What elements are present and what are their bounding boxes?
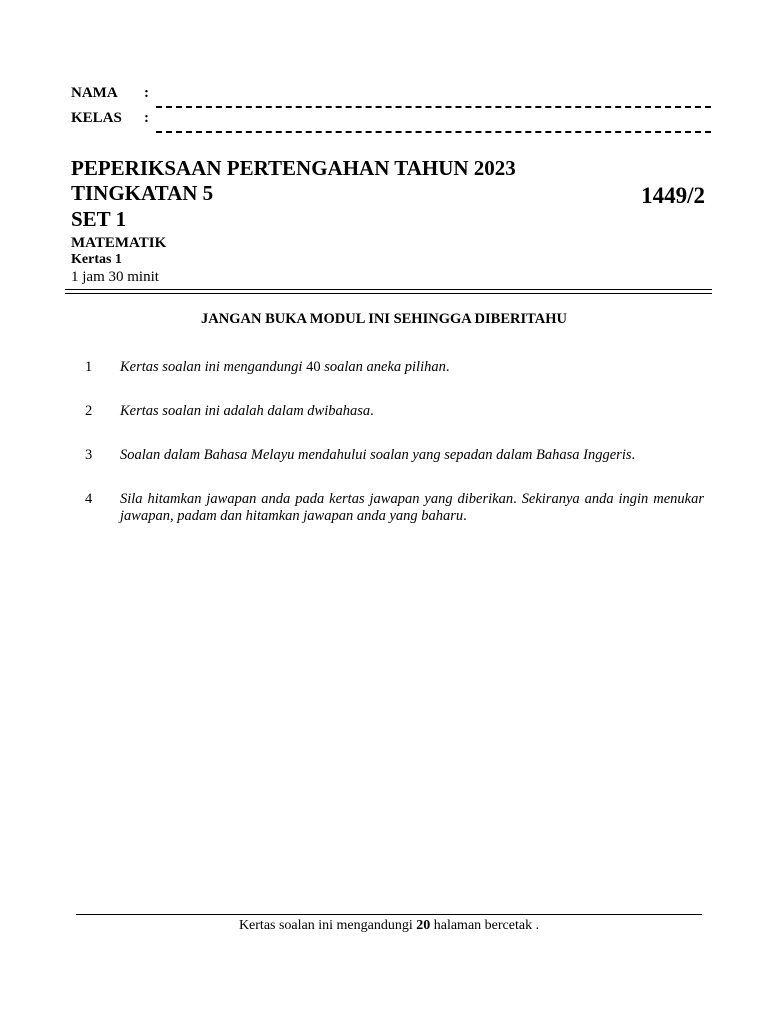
footer-divider [76, 914, 702, 915]
page-count: 20 [416, 918, 431, 933]
paper-number: Kertas 1 [71, 252, 122, 267]
form-level: TINGKATAN 5 [71, 181, 214, 205]
header-divider [65, 289, 712, 294]
instruction-number: 3 [85, 447, 93, 463]
instruction-number: 2 [85, 403, 93, 419]
name-colon: : [144, 85, 149, 101]
name-label: NAMA [71, 85, 118, 101]
class-colon: : [144, 110, 149, 126]
exam-header [71, 156, 516, 286]
page-count-footer: Kertas soalan ini mengandungi 20 halaman bercetak . [238, 918, 540, 933]
instruction-text: Kertas soalan ini mengandungi 40 soalan aneka pilihan. [120, 359, 450, 375]
instruction-number: 4 [85, 491, 93, 507]
instruction-text: Kertas soalan ini adalah dalam dwibahasa. [120, 403, 374, 419]
do-not-open-warning: JANGAN BUKA MODUL INI SEHINGGA DIBERITAHU [201, 311, 567, 327]
name-fill-line[interactable] [156, 106, 711, 108]
class-label: KELAS [71, 110, 122, 126]
exam-title: PEPERIKSAAN PERTENGAHAN TAHUN 2023 [71, 156, 516, 180]
paper-code: 1449/2 [641, 183, 705, 208]
instruction-number: 1 [85, 359, 93, 375]
exam-duration: 1 jam 30 minit [71, 269, 159, 285]
subject-name: MATEMATIK [71, 235, 167, 251]
class-fill-line[interactable] [156, 131, 711, 133]
instruction-text: Soalan dalam Bahasa Melayu mendahului soalan yang sepadan dalam Bahasa Inggeris. [120, 447, 636, 463]
instruction-text: Sila hitamkan jawapan anda pada kertas jawapan yang diberikan. Sekiranya anda ingin menukar jawapan, padam dan hitamkan jawapan anda yang baharu. [120, 491, 704, 524]
set-number: SET 1 [71, 207, 127, 231]
